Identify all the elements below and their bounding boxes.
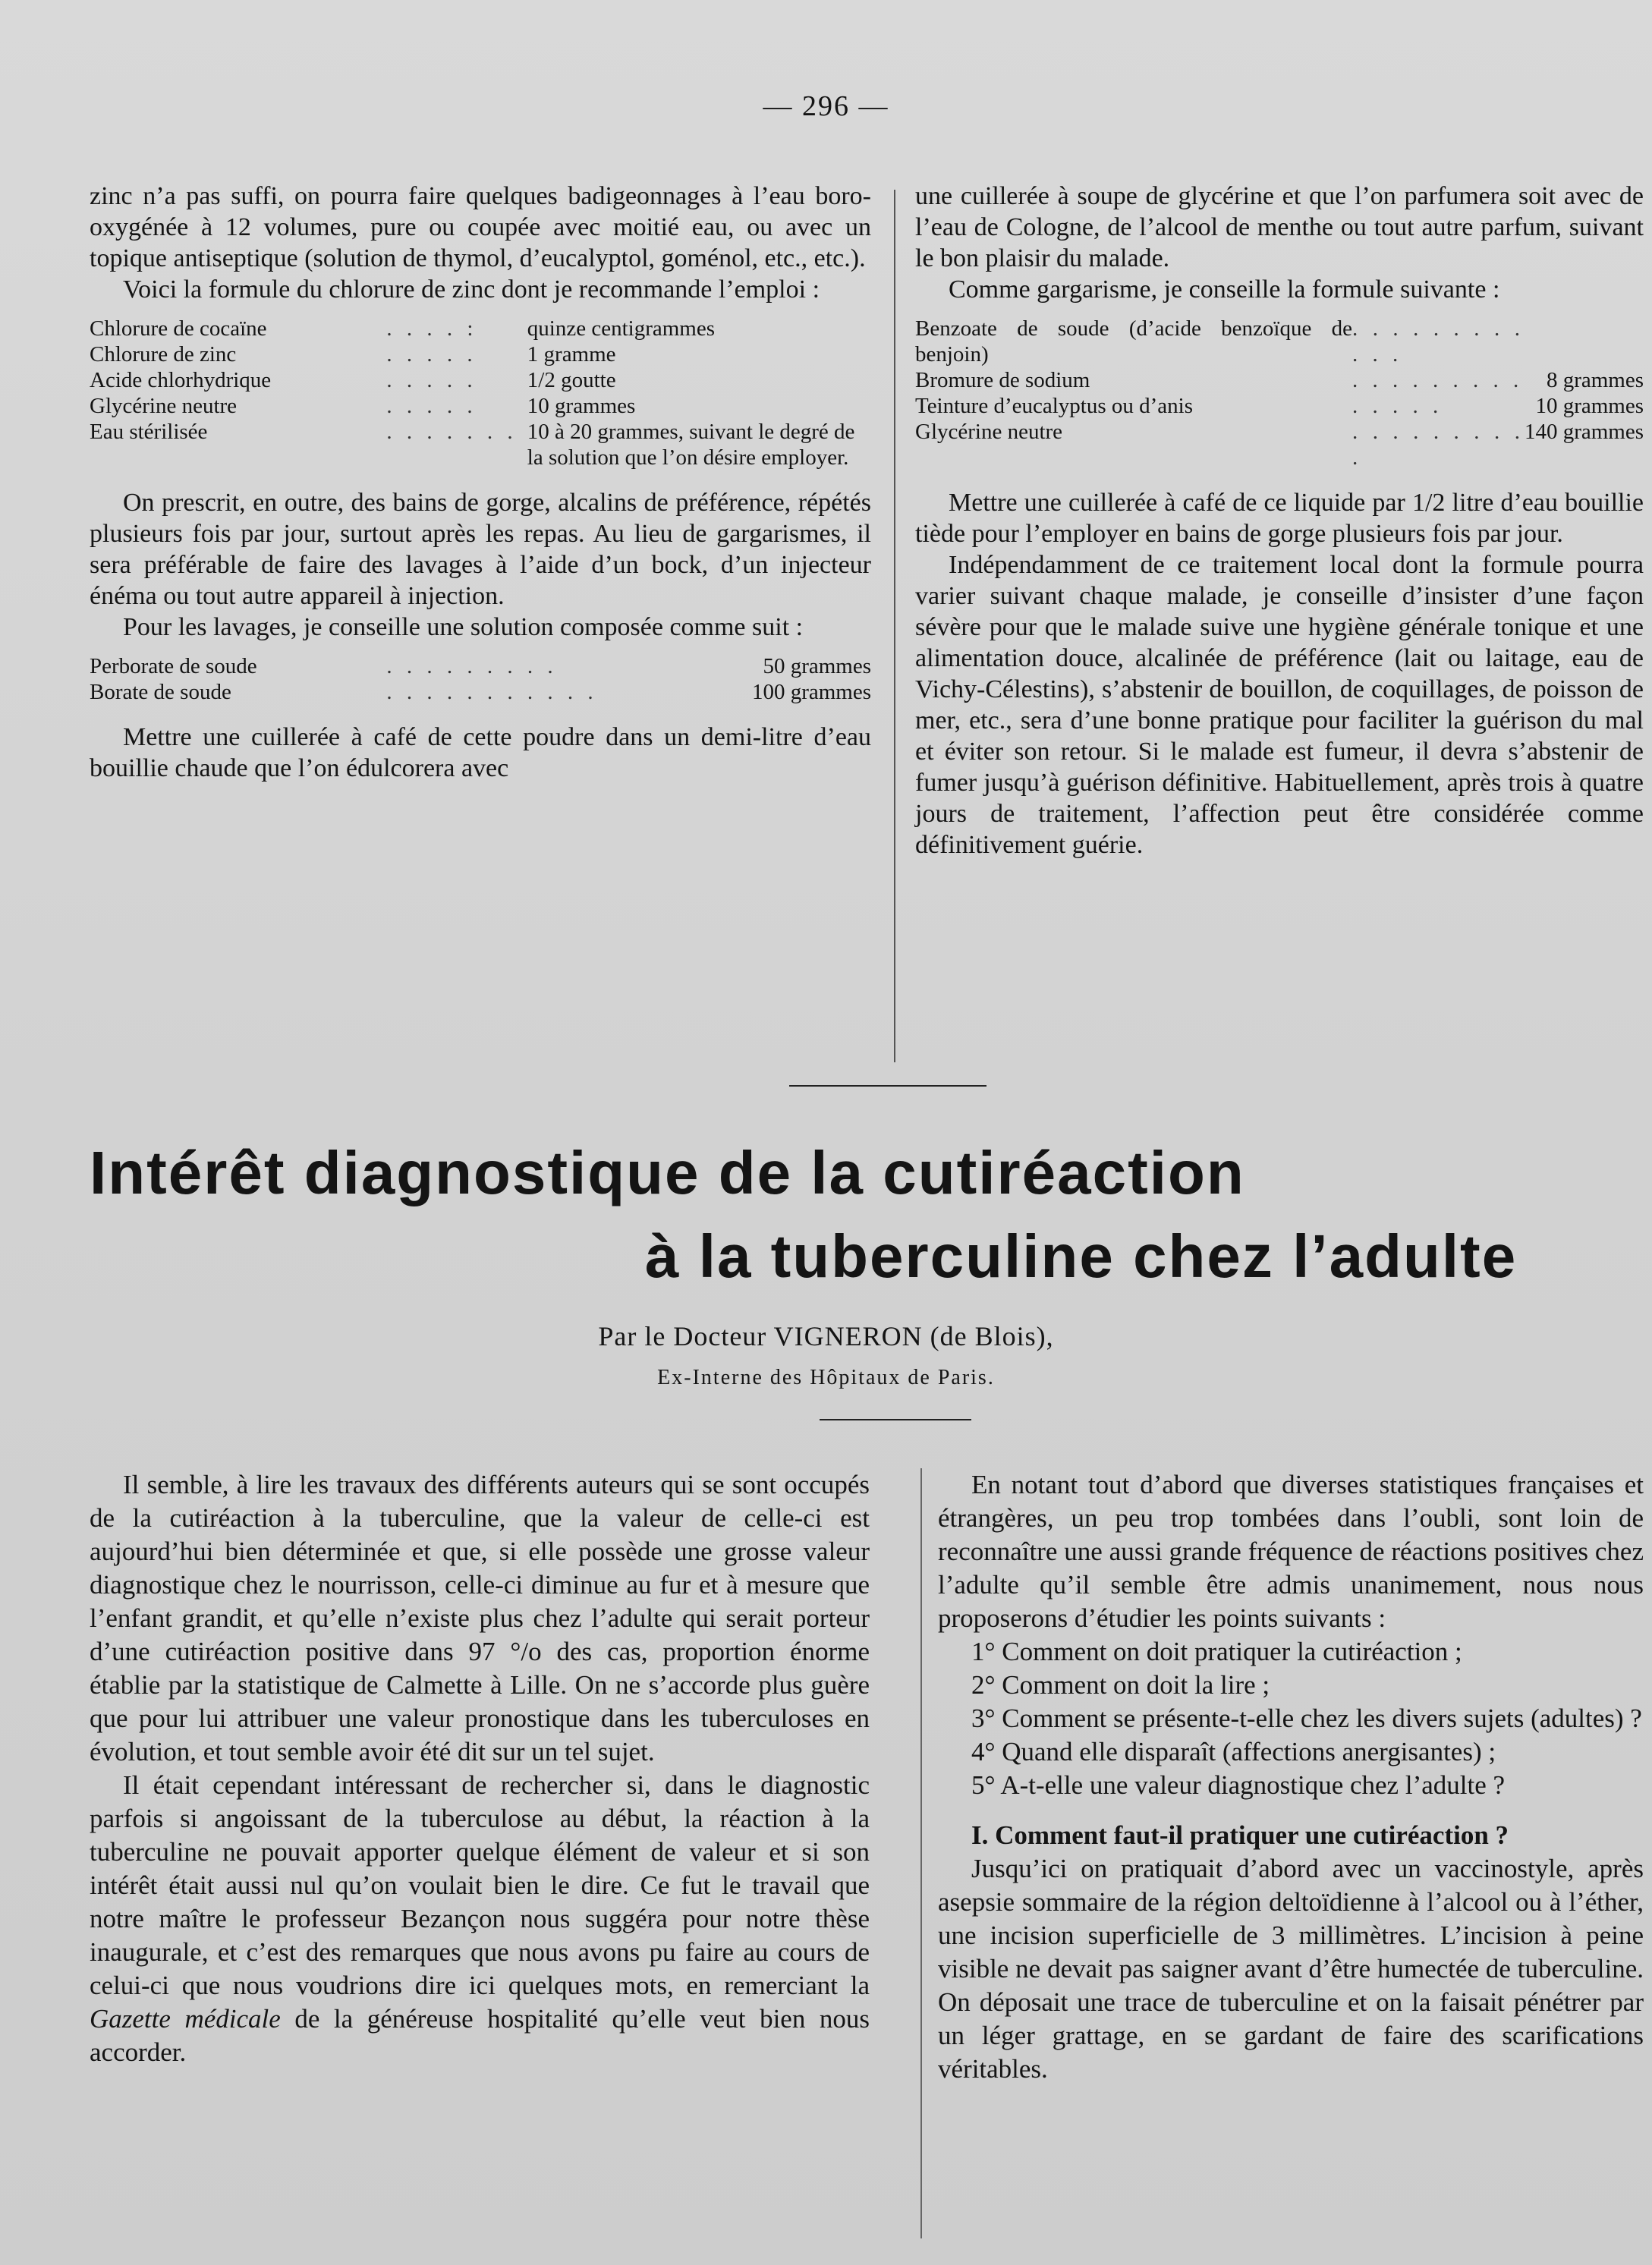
paragraph: En notant tout d’abord que diverses statistiques françaises et étrangères, un peu trop tombées dans l’oubli, sont loin de reconnaître une aussi grande fréquence de réactions positives chez l’adulte qu’il semble être admis unanimement, nous nous proposerons d’étudier les points suivants : <box>938 1470 1644 1633</box>
quantity: 10 à 20 grammes, suivant le degré de la solution que l’on désire employer. <box>527 420 855 470</box>
paragraph: Il semble, à lire les travaux des différents auteurs qui se sont occupés de la cutiréaction à la tuberculine, que la valeur de celle-ci est aujourd’hui bien déterminée et que, si elle possède une grosse valeur diagnostique chez le nourrisson, celle-ci diminue au fur et à mesure que l’enfant grandit, et qu’elle n’existe plus chez l’adulte qui serait porteur d’une cutiréaction positive dans 97 °/o des cas, proportion énorme établie par la statistique de Calmette à Lille. On ne s’accorde plus guère que pour lui attribuer une valeur pronostique dans les tuberculoses en évolution, et tout semble avoir été dit sur un tel sujet. <box>90 1470 870 1766</box>
ingredient: Chlorure de cocaïne <box>90 316 267 341</box>
paragraph-text: de la généreuse hospitalité qu’elle veut bien nous accorder. <box>90 2004 870 2067</box>
list-item: 5° A-t-elle une valeur diagnostique chez l’adulte ? <box>971 1770 1506 1800</box>
quantity <box>1525 316 1644 367</box>
recipe-row <box>915 419 1644 470</box>
publication-name: Gazette médicale <box>90 2004 281 2034</box>
quantity: 50 grammes <box>763 654 871 678</box>
leader-dots: . . . . . . . . . . . <box>386 680 598 704</box>
ingredient: Eau stérilisée <box>90 420 208 444</box>
ingredient: Benzoate de soude (d’acide benzoïque de benjoin) <box>915 316 1352 366</box>
paragraph: Mettre une cuillerée à café de cette poudre dans un demi-litre d’eau bouillie chaude que l’on édulcorera avec <box>90 723 871 782</box>
leader-dots: . . . . . . . . . . <box>1352 420 1525 470</box>
column-divider <box>894 190 895 1062</box>
list-item: 1° Comment on doit pratiquer la cutiréaction ; <box>971 1637 1462 1666</box>
leader-dots: . . . . . . . . . <box>1352 368 1524 392</box>
quantity: quinze centigrammes <box>527 316 715 341</box>
leader-dots: . . . . . <box>386 368 477 392</box>
bottom-right-column <box>938 1468 1644 2086</box>
paragraph <box>90 1769 870 2069</box>
page-number: — 296 — <box>763 90 889 122</box>
top-right-column <box>915 181 1644 860</box>
recipe-table-gargarisme <box>915 316 1644 470</box>
recipe-row <box>915 367 1644 393</box>
ingredient: Glycérine neutre <box>90 394 238 418</box>
section-heading: I. Comment faut-il pratiquer une cutiréaction ? <box>971 1820 1509 1850</box>
article-title-line-1: Intérêt diagnostique de la cutiréaction <box>90 1139 1245 1206</box>
recipe-table-lavage <box>90 653 871 705</box>
byline-rule <box>820 1419 971 1420</box>
paragraph-text: Il était cependant intéressant de rechercher si, dans le diagnostic parfois si angoissant de la tuberculose au début, la réaction à la tuberculine ne pouvait apporter quelque élément de valeur et si son intérêt était aussi nul qu’on voulait bien le dire. Ce fut le travail que notre maître le professeur Bezançon nous suggéra pour notre thèse inaugurale, et c’est des remarques que nous avons pu faire au cours de celui-ci que nous voudrions dire ici quelques mots, en remerciant la <box>90 1770 870 2000</box>
paragraph: Mettre une cuillerée à café de ce liquide par 1/2 litre d’eau bouillie tiède pour l’employer en bains de gorge plusieurs fois par jour. <box>915 489 1644 548</box>
quantity: 1 gramme <box>527 342 616 366</box>
paragraph: Voici la formule du chlorure de zinc dont je recommande l’emploi : <box>123 275 820 304</box>
quantity: 10 grammes <box>527 394 636 418</box>
paragraph: zinc n’a pas suffi, on pourra faire quelques badigeonnages à l’eau boro-oxygénée à 12 volumes, pure ou coupée avec moitié eau, ou avec un topique antiseptique (solution de thymol, d’eucalyptol, goménol, etc., etc.). <box>90 182 871 272</box>
recipe-row <box>90 419 871 470</box>
recipe-row <box>915 393 1644 419</box>
ingredient: Perborate de soude <box>90 654 257 678</box>
paragraph: Jusqu’ici on pratiquait d’abord avec un vaccinostyle, après asepsie sommaire de la région deltoïdienne à l’alcool ou à l’éther, une incision superficielle de 3 millimètres. L’incision à peine visible ne devait pas saigner avant d’être humectée de tuberculine. On déposait une trace de tuberculine et on la faisait pénétrer par un léger grattage, en se gardant de faire des scarifications véritables. <box>938 1854 1644 2084</box>
leader-dots: . . . . : <box>386 316 478 341</box>
column-divider <box>920 1468 922 2238</box>
ingredient: Borate de soude <box>90 680 231 704</box>
bottom-left-column <box>90 1468 870 2069</box>
quantity: 8 grammes <box>1546 368 1644 392</box>
list-item: 3° Comment se présente-t-elle chez les divers sujets (adultes) ? <box>971 1703 1642 1733</box>
paragraph: Comme gargarisme, je conseille la formule suivante : <box>949 275 1500 304</box>
recipe-table-zinc <box>90 316 871 470</box>
ingredient: Chlorure de zinc <box>90 342 237 366</box>
leader-dots: . . . . . . . . . . . . <box>1352 316 1525 366</box>
recipe-row <box>915 316 1644 367</box>
quantity: 10 grammes <box>1535 394 1644 418</box>
ingredient: Acide chlorhydrique <box>90 368 272 392</box>
quantity: 1/2 goutte <box>527 368 616 392</box>
paragraph: Pour les lavages, je conseille une solution composée comme suit : <box>123 613 804 641</box>
leader-dots: . . . . . <box>386 342 477 366</box>
ingredient: Glycérine neutre <box>915 420 1063 444</box>
list-item: 2° Comment on doit la lire ; <box>971 1670 1270 1700</box>
quantity: 140 grammes <box>1524 420 1644 444</box>
recipe-row <box>90 393 871 419</box>
paragraph: une cuillerée à soupe de glycérine et que l’on parfumera soit avec de l’eau de Cologne, de l’alcool de menthe ou tout autre parfum, suivant le bon plaisir du malade. <box>915 182 1644 272</box>
paragraph: On prescrit, en outre, des bains de gorge, alcalins de préférence, répétés plusieurs fois par jour, surtout après les repas. Au lieu de gargarismes, il sera préférable de faire des lavages à l’aide d’un bock, d’un injecteur énéma ou tout autre appareil à injection. <box>90 489 871 610</box>
recipe-row <box>90 316 871 341</box>
recipe-row <box>90 341 871 367</box>
recipe-row <box>90 367 871 393</box>
article-byline: Par le Docteur VIGNERON (de Blois), <box>598 1321 1054 1351</box>
article-title-line-2: à la tuberculine chez l’adulte <box>645 1222 1518 1290</box>
spacer <box>938 1802 1644 1819</box>
author-affiliation: Ex-Interne des Hôpitaux de Paris. <box>657 1366 995 1389</box>
quantity: 100 grammes <box>751 680 871 704</box>
ingredient: Teinture d’eucalyptus ou d’anis <box>915 394 1193 418</box>
top-left-column <box>90 181 871 784</box>
section-separator-rule <box>789 1085 986 1087</box>
recipe-row <box>90 653 871 679</box>
recipe-row <box>90 679 871 705</box>
paragraph: Indépendamment de ce traitement local dont la formule pourra varier suivant chaque malade, je conseille d’insister d’une façon sévère pour que le malade suive une hygiène générale tonique et une alimentation douce, alcalinée de préférence (lait ou laitage, eau de Vichy-Célestins), s’abstenir de bouillon, de coquillages, de poisson de mer, etc., sera d’une bonne pratique pour faciliter la guérison du mal et éviter son retour. Si le malade est fumeur, il devra s’abstenir de fumer jusqu’à guérison définitive. Habituellement, après trois à quatre jours de traitement, l’affection peut être considérée comme définitivement guérie. <box>915 551 1644 859</box>
leader-dots: . . . . . . . . . <box>386 654 558 678</box>
leader-dots: . . . . . <box>1352 394 1443 418</box>
leader-dots: . . . . . <box>386 394 477 418</box>
ingredient: Bromure de sodium <box>915 368 1090 392</box>
leader-dots: . . . . . . . <box>386 420 518 444</box>
list-item: 4° Quand elle disparaît (affections anergisantes) ; <box>971 1737 1496 1766</box>
